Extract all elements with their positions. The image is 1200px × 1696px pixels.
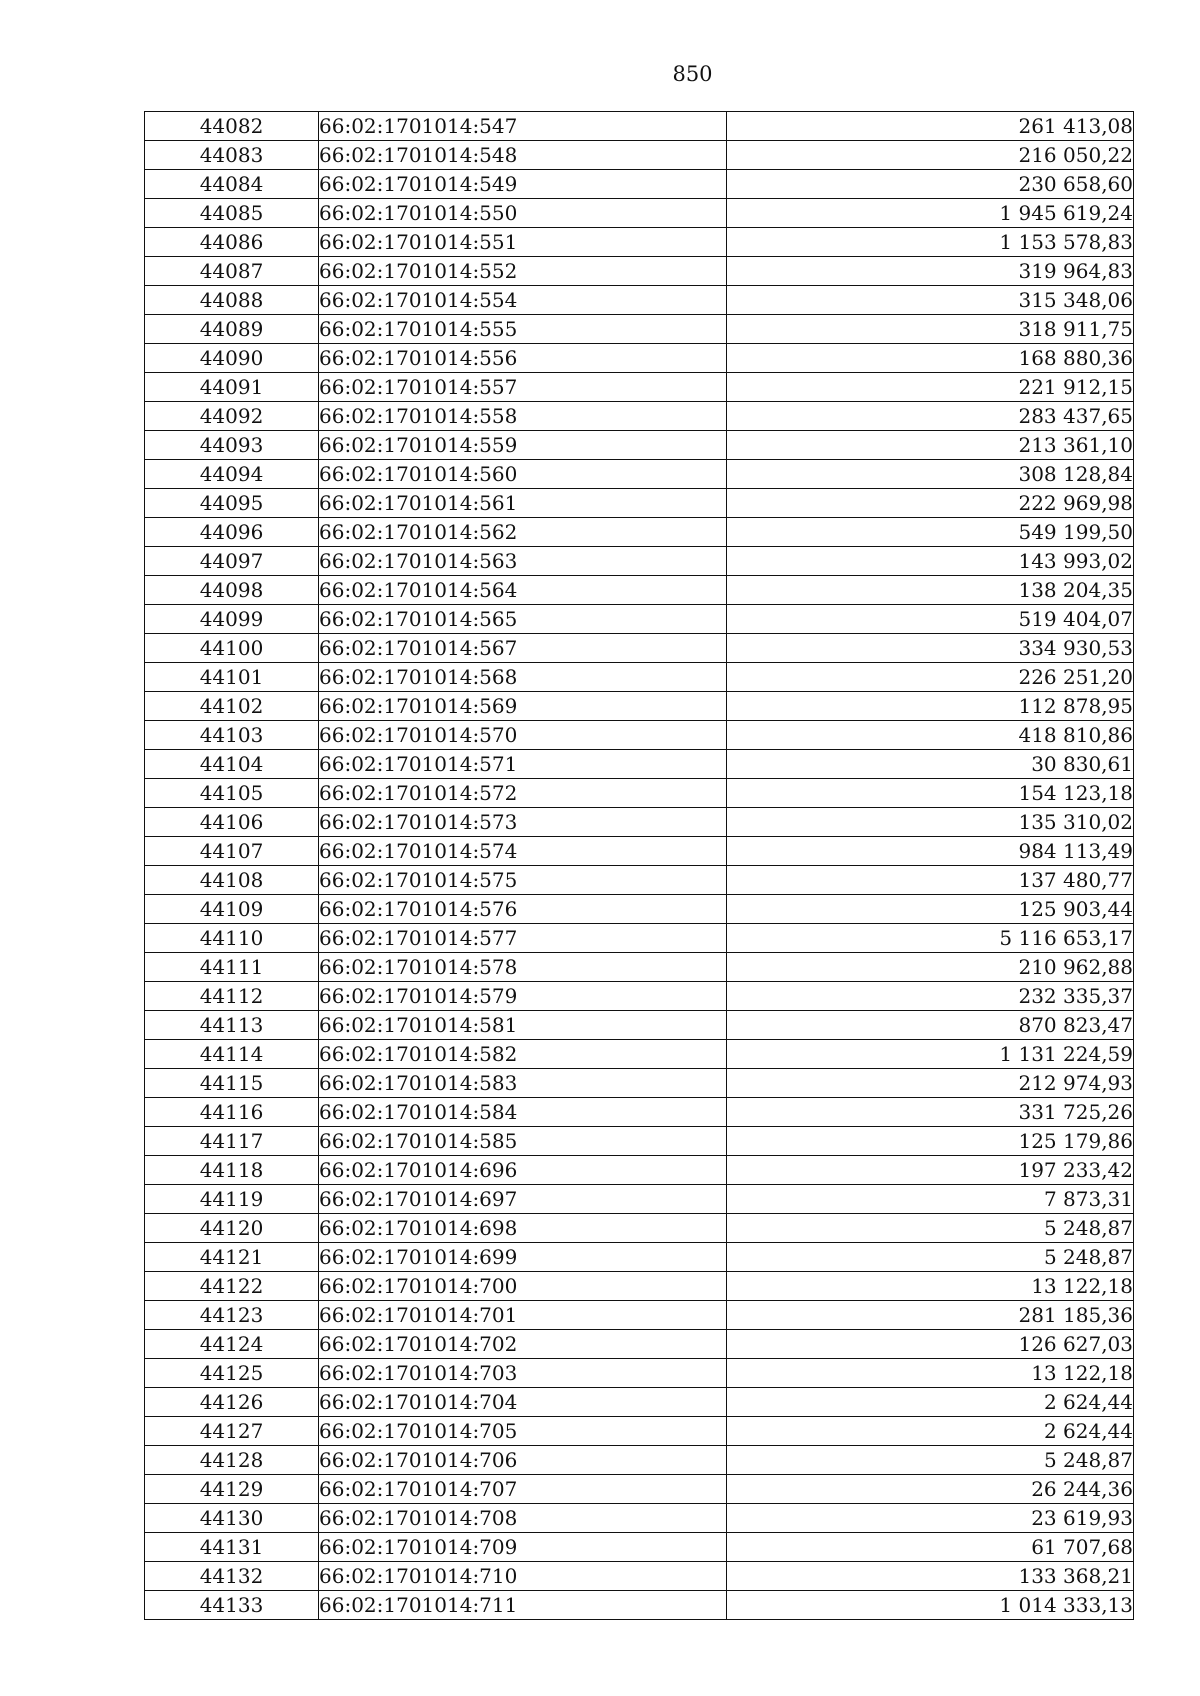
cadastral-number-cell: 66:02:1701014:569 [319, 692, 727, 721]
cadastral-value-cell: 13 122,18 [727, 1359, 1134, 1388]
cadastral-number-cell: 66:02:1701014:579 [319, 982, 727, 1011]
row-number-cell: 44097 [145, 547, 319, 576]
table-body [145, 112, 1134, 1620]
table-row [145, 692, 1134, 721]
cadastral-number-cell: 66:02:1701014:550 [319, 199, 727, 228]
cadastral-number-cell: 66:02:1701014:567 [319, 634, 727, 663]
table-row [145, 460, 1134, 489]
table-row [145, 431, 1134, 460]
row-number-cell: 44101 [145, 663, 319, 692]
row-number-cell: 44108 [145, 866, 319, 895]
row-number-cell: 44112 [145, 982, 319, 1011]
page-number: 850 [672, 62, 713, 86]
table-row [145, 1127, 1134, 1156]
table-row [145, 489, 1134, 518]
row-number-cell: 44114 [145, 1040, 319, 1069]
row-number-cell: 44126 [145, 1388, 319, 1417]
row-number-cell: 44084 [145, 170, 319, 199]
row-number-cell: 44120 [145, 1214, 319, 1243]
cadastral-value-cell: 281 185,36 [727, 1301, 1134, 1330]
row-number-cell: 44083 [145, 141, 319, 170]
row-number-cell: 44121 [145, 1243, 319, 1272]
cadastral-number-cell: 66:02:1701014:551 [319, 228, 727, 257]
table-row [145, 518, 1134, 547]
table-row [145, 1185, 1134, 1214]
row-number-cell: 44116 [145, 1098, 319, 1127]
cadastral-value-cell: 334 930,53 [727, 634, 1134, 663]
cadastral-value-cell: 2 624,44 [727, 1417, 1134, 1446]
cadastral-number-cell: 66:02:1701014:560 [319, 460, 727, 489]
cadastral-number-cell: 66:02:1701014:572 [319, 779, 727, 808]
row-number-cell: 44122 [145, 1272, 319, 1301]
cadastral-number-cell: 66:02:1701014:552 [319, 257, 727, 286]
cadastral-value-cell: 213 361,10 [727, 431, 1134, 460]
cadastral-number-cell: 66:02:1701014:701 [319, 1301, 727, 1330]
cadastral-value-cell: 26 244,36 [727, 1475, 1134, 1504]
cadastral-number-cell: 66:02:1701014:559 [319, 431, 727, 460]
cadastral-value-cell: 125 179,86 [727, 1127, 1134, 1156]
table-row [145, 750, 1134, 779]
cadastral-number-cell: 66:02:1701014:707 [319, 1475, 727, 1504]
cadastral-number-cell: 66:02:1701014:582 [319, 1040, 727, 1069]
row-number-cell: 44082 [145, 112, 319, 141]
cadastral-number-cell: 66:02:1701014:570 [319, 721, 727, 750]
row-number-cell: 44125 [145, 1359, 319, 1388]
cadastral-value-cell: 13 122,18 [727, 1272, 1134, 1301]
table-row [145, 1388, 1134, 1417]
table-row [145, 779, 1134, 808]
cadastral-value-cell: 138 204,35 [727, 576, 1134, 605]
cadastral-number-cell: 66:02:1701014:710 [319, 1562, 727, 1591]
table-row [145, 576, 1134, 605]
cadastral-value-cell: 112 878,95 [727, 692, 1134, 721]
cadastral-number-cell: 66:02:1701014:576 [319, 895, 727, 924]
row-number-cell: 44092 [145, 402, 319, 431]
cadastral-value-cell: 197 233,42 [727, 1156, 1134, 1185]
table-row [145, 1243, 1134, 1272]
cadastral-number-cell: 66:02:1701014:578 [319, 953, 727, 982]
cadastral-number-cell: 66:02:1701014:565 [319, 605, 727, 634]
row-number-cell: 44123 [145, 1301, 319, 1330]
cadastral-value-cell: 1 945 619,24 [727, 199, 1134, 228]
row-number-cell: 44096 [145, 518, 319, 547]
table-row [145, 1156, 1134, 1185]
row-number-cell: 44109 [145, 895, 319, 924]
cadastral-value-cell: 143 993,02 [727, 547, 1134, 576]
table-row [145, 1533, 1134, 1562]
row-number-cell: 44086 [145, 228, 319, 257]
table-row [145, 547, 1134, 576]
cadastral-number-cell: 66:02:1701014:577 [319, 924, 727, 953]
table-row [145, 1330, 1134, 1359]
cadastral-value-cell: 1 131 224,59 [727, 1040, 1134, 1069]
cadastral-value-cell: 2 624,44 [727, 1388, 1134, 1417]
cadastral-value-cell: 418 810,86 [727, 721, 1134, 750]
row-number-cell: 44111 [145, 953, 319, 982]
table-row [145, 605, 1134, 634]
cadastral-value-cell: 549 199,50 [727, 518, 1134, 547]
cadastral-number-cell: 66:02:1701014:699 [319, 1243, 727, 1272]
cadastral-value-cell: 984 113,49 [727, 837, 1134, 866]
cadastral-value-cell: 5 248,87 [727, 1214, 1134, 1243]
table-row [145, 866, 1134, 895]
cadastral-value-cell: 216 050,22 [727, 141, 1134, 170]
cadastral-number-cell: 66:02:1701014:574 [319, 837, 727, 866]
table-row [145, 1504, 1134, 1533]
table-row [145, 141, 1134, 170]
row-number-cell: 44107 [145, 837, 319, 866]
cadastral-number-cell: 66:02:1701014:697 [319, 1185, 727, 1214]
cadastral-value-cell: 23 619,93 [727, 1504, 1134, 1533]
cadastral-value-cell: 5 248,87 [727, 1243, 1134, 1272]
cadastral-value-cell: 1 014 333,13 [727, 1591, 1134, 1620]
table-row [145, 808, 1134, 837]
row-number-cell: 44102 [145, 692, 319, 721]
cadastral-number-cell: 66:02:1701014:571 [319, 750, 727, 779]
cadastral-value-cell: 212 974,93 [727, 1069, 1134, 1098]
table-row [145, 1301, 1134, 1330]
table-row [145, 402, 1134, 431]
cadastral-number-cell: 66:02:1701014:557 [319, 373, 727, 402]
table-row [145, 257, 1134, 286]
table-row [145, 634, 1134, 663]
cadastral-number-cell: 66:02:1701014:704 [319, 1388, 727, 1417]
cadastral-value-cell: 319 964,83 [727, 257, 1134, 286]
cadastral-number-cell: 66:02:1701014:706 [319, 1446, 727, 1475]
cadastral-number-cell: 66:02:1701014:561 [319, 489, 727, 518]
cadastral-number-cell: 66:02:1701014:703 [319, 1359, 727, 1388]
cadastral-number-cell: 66:02:1701014:583 [319, 1069, 727, 1098]
cadastral-value-cell: 318 911,75 [727, 315, 1134, 344]
table-row [145, 344, 1134, 373]
cadastral-value-cell: 154 123,18 [727, 779, 1134, 808]
cadastral-value-cell: 1 153 578,83 [727, 228, 1134, 257]
row-number-cell: 44113 [145, 1011, 319, 1040]
row-number-cell: 44105 [145, 779, 319, 808]
cadastral-number-cell: 66:02:1701014:563 [319, 547, 727, 576]
row-number-cell: 44087 [145, 257, 319, 286]
table-row [145, 1591, 1134, 1620]
table-row [145, 1359, 1134, 1388]
table-row [145, 663, 1134, 692]
table-row [145, 199, 1134, 228]
cadastral-value-cell: 315 348,06 [727, 286, 1134, 315]
cadastral-number-cell: 66:02:1701014:564 [319, 576, 727, 605]
cadastral-value-table [144, 111, 1134, 1620]
cadastral-value-cell: 261 413,08 [727, 112, 1134, 141]
cadastral-number-cell: 66:02:1701014:556 [319, 344, 727, 373]
cadastral-number-cell: 66:02:1701014:702 [319, 1330, 727, 1359]
row-number-cell: 44128 [145, 1446, 319, 1475]
table-row [145, 112, 1134, 141]
row-number-cell: 44124 [145, 1330, 319, 1359]
row-number-cell: 44119 [145, 1185, 319, 1214]
table-row [145, 1417, 1134, 1446]
row-number-cell: 44132 [145, 1562, 319, 1591]
table-row [145, 837, 1134, 866]
cadastral-number-cell: 66:02:1701014:568 [319, 663, 727, 692]
cadastral-number-cell: 66:02:1701014:555 [319, 315, 727, 344]
row-number-cell: 44110 [145, 924, 319, 953]
cadastral-number-cell: 66:02:1701014:698 [319, 1214, 727, 1243]
table-row [145, 315, 1134, 344]
cadastral-number-cell: 66:02:1701014:573 [319, 808, 727, 837]
cadastral-value-cell: 232 335,37 [727, 982, 1134, 1011]
cadastral-value-cell: 5 248,87 [727, 1446, 1134, 1475]
row-number-cell: 44093 [145, 431, 319, 460]
cadastral-value-cell: 283 437,65 [727, 402, 1134, 431]
cadastral-value-cell: 870 823,47 [727, 1011, 1134, 1040]
cadastral-number-cell: 66:02:1701014:705 [319, 1417, 727, 1446]
row-number-cell: 44127 [145, 1417, 319, 1446]
row-number-cell: 44088 [145, 286, 319, 315]
cadastral-number-cell: 66:02:1701014:585 [319, 1127, 727, 1156]
table-row [145, 1475, 1134, 1504]
cadastral-number-cell: 66:02:1701014:584 [319, 1098, 727, 1127]
row-number-cell: 44094 [145, 460, 319, 489]
cadastral-value-cell: 168 880,36 [727, 344, 1134, 373]
row-number-cell: 44118 [145, 1156, 319, 1185]
table-row [145, 953, 1134, 982]
row-number-cell: 44090 [145, 344, 319, 373]
row-number-cell: 44095 [145, 489, 319, 518]
cadastral-number-cell: 66:02:1701014:575 [319, 866, 727, 895]
cadastral-number-cell: 66:02:1701014:558 [319, 402, 727, 431]
cadastral-value-cell: 226 251,20 [727, 663, 1134, 692]
row-number-cell: 44089 [145, 315, 319, 344]
table-row [145, 1562, 1134, 1591]
cadastral-value-cell: 133 368,21 [727, 1562, 1134, 1591]
row-number-cell: 44133 [145, 1591, 319, 1620]
cadastral-value-cell: 7 873,31 [727, 1185, 1134, 1214]
row-number-cell: 44099 [145, 605, 319, 634]
row-number-cell: 44091 [145, 373, 319, 402]
row-number-cell: 44104 [145, 750, 319, 779]
cadastral-value-cell: 308 128,84 [727, 460, 1134, 489]
cadastral-value-cell: 30 830,61 [727, 750, 1134, 779]
cadastral-number-cell: 66:02:1701014:709 [319, 1533, 727, 1562]
table-row [145, 286, 1134, 315]
table-row [145, 373, 1134, 402]
cadastral-number-cell: 66:02:1701014:696 [319, 1156, 727, 1185]
cadastral-number-cell: 66:02:1701014:548 [319, 141, 727, 170]
cadastral-value-cell: 135 310,02 [727, 808, 1134, 837]
cadastral-number-cell: 66:02:1701014:711 [319, 1591, 727, 1620]
cadastral-value-cell: 519 404,07 [727, 605, 1134, 634]
cadastral-value-cell: 5 116 653,17 [727, 924, 1134, 953]
cadastral-number-cell: 66:02:1701014:700 [319, 1272, 727, 1301]
row-number-cell: 44098 [145, 576, 319, 605]
cadastral-value-cell: 221 912,15 [727, 373, 1134, 402]
cadastral-number-cell: 66:02:1701014:562 [319, 518, 727, 547]
table-row [145, 721, 1134, 750]
cadastral-number-cell: 66:02:1701014:547 [319, 112, 727, 141]
cadastral-number-cell: 66:02:1701014:581 [319, 1011, 727, 1040]
row-number-cell: 44103 [145, 721, 319, 750]
row-number-cell: 44100 [145, 634, 319, 663]
table-row [145, 1069, 1134, 1098]
cadastral-value-cell: 61 707,68 [727, 1533, 1134, 1562]
table-row [145, 1098, 1134, 1127]
row-number-cell: 44115 [145, 1069, 319, 1098]
table-row [145, 1040, 1134, 1069]
row-number-cell: 44117 [145, 1127, 319, 1156]
table-row [145, 228, 1134, 257]
cadastral-number-cell: 66:02:1701014:549 [319, 170, 727, 199]
cadastral-value-cell: 222 969,98 [727, 489, 1134, 518]
table-row [145, 1446, 1134, 1475]
cadastral-value-cell: 125 903,44 [727, 895, 1134, 924]
table-row [145, 1214, 1134, 1243]
cadastral-number-cell: 66:02:1701014:708 [319, 1504, 727, 1533]
table-row [145, 895, 1134, 924]
table-row [145, 1272, 1134, 1301]
row-number-cell: 44130 [145, 1504, 319, 1533]
table-row [145, 982, 1134, 1011]
cadastral-value-cell: 331 725,26 [727, 1098, 1134, 1127]
table-row [145, 170, 1134, 199]
cadastral-value-cell: 126 627,03 [727, 1330, 1134, 1359]
cadastral-value-cell: 210 962,88 [727, 953, 1134, 982]
row-number-cell: 44129 [145, 1475, 319, 1504]
cadastral-value-cell: 137 480,77 [727, 866, 1134, 895]
table-row [145, 924, 1134, 953]
table-row [145, 1011, 1134, 1040]
row-number-cell: 44131 [145, 1533, 319, 1562]
row-number-cell: 44085 [145, 199, 319, 228]
row-number-cell: 44106 [145, 808, 319, 837]
cadastral-value-cell: 230 658,60 [727, 170, 1134, 199]
cadastral-number-cell: 66:02:1701014:554 [319, 286, 727, 315]
